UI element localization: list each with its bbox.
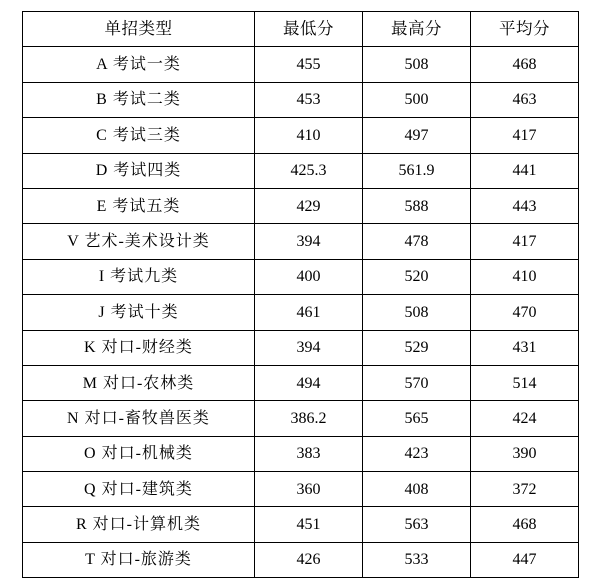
- cell-avg: 424: [471, 401, 579, 436]
- cell-category: T 对口-旅游类: [23, 542, 255, 577]
- table-row: [23, 118, 579, 153]
- cell-avg: 470: [471, 295, 579, 330]
- table-row: [23, 259, 579, 294]
- cell-max: 408: [363, 472, 471, 507]
- column-header-category: 单招类型: [23, 12, 255, 47]
- score-table: [22, 11, 579, 578]
- cell-max: 570: [363, 365, 471, 400]
- table-row: [23, 295, 579, 330]
- cell-min: 453: [255, 82, 363, 117]
- cell-min: 400: [255, 259, 363, 294]
- table-row: [23, 472, 579, 507]
- document-page: [0, 11, 600, 569]
- cell-avg: 390: [471, 436, 579, 471]
- table-row: [23, 82, 579, 117]
- table-header-row: [23, 12, 579, 47]
- cell-category: V 艺术-美术设计类: [23, 224, 255, 259]
- cell-category: C 考试三类: [23, 118, 255, 153]
- cell-avg: 468: [471, 507, 579, 542]
- cell-max: 561.9: [363, 153, 471, 188]
- table-row: [23, 153, 579, 188]
- cell-avg: 417: [471, 224, 579, 259]
- cell-avg: 372: [471, 472, 579, 507]
- table-row: [23, 224, 579, 259]
- cell-max: 423: [363, 436, 471, 471]
- cell-max: 508: [363, 295, 471, 330]
- table-row: [23, 401, 579, 436]
- cell-avg: 468: [471, 47, 579, 82]
- cell-max: 565: [363, 401, 471, 436]
- cell-min: 383: [255, 436, 363, 471]
- cell-min: 494: [255, 365, 363, 400]
- cell-avg: 443: [471, 188, 579, 223]
- table-row: [23, 47, 579, 82]
- cell-category: A 考试一类: [23, 47, 255, 82]
- cell-max: 563: [363, 507, 471, 542]
- cell-min: 461: [255, 295, 363, 330]
- cell-avg: 417: [471, 118, 579, 153]
- cell-min: 394: [255, 224, 363, 259]
- cell-min: 394: [255, 330, 363, 365]
- cell-avg: 447: [471, 542, 579, 577]
- cell-category: I 考试九类: [23, 259, 255, 294]
- table-row: [23, 436, 579, 471]
- cell-min: 429: [255, 188, 363, 223]
- cell-category: J 考试十类: [23, 295, 255, 330]
- cell-max: 478: [363, 224, 471, 259]
- cell-category: M 对口-农林类: [23, 365, 255, 400]
- cell-avg: 463: [471, 82, 579, 117]
- cell-min: 410: [255, 118, 363, 153]
- table-row: [23, 330, 579, 365]
- cell-category: O 对口-机械类: [23, 436, 255, 471]
- table-header: [23, 12, 579, 47]
- cell-category: N 对口-畜牧兽医类: [23, 401, 255, 436]
- cell-min: 425.3: [255, 153, 363, 188]
- cell-max: 500: [363, 82, 471, 117]
- table-row: [23, 507, 579, 542]
- column-header-min: 最低分: [255, 12, 363, 47]
- cell-max: 529: [363, 330, 471, 365]
- cell-avg: 441: [471, 153, 579, 188]
- cell-min: 426: [255, 542, 363, 577]
- table-row: [23, 188, 579, 223]
- cell-category: R 对口-计算机类: [23, 507, 255, 542]
- cell-avg: 514: [471, 365, 579, 400]
- cell-category: B 考试二类: [23, 82, 255, 117]
- cell-max: 508: [363, 47, 471, 82]
- cell-max: 533: [363, 542, 471, 577]
- cell-category: E 考试五类: [23, 188, 255, 223]
- cell-max: 588: [363, 188, 471, 223]
- column-header-max: 最高分: [363, 12, 471, 47]
- cell-min: 455: [255, 47, 363, 82]
- cell-max: 520: [363, 259, 471, 294]
- cell-min: 451: [255, 507, 363, 542]
- table-row: [23, 365, 579, 400]
- column-header-avg: 平均分: [471, 12, 579, 47]
- table-row: [23, 542, 579, 577]
- cell-category: D 考试四类: [23, 153, 255, 188]
- cell-min: 360: [255, 472, 363, 507]
- cell-min: 386.2: [255, 401, 363, 436]
- cell-category: K 对口-财经类: [23, 330, 255, 365]
- cell-max: 497: [363, 118, 471, 153]
- cell-avg: 410: [471, 259, 579, 294]
- cell-avg: 431: [471, 330, 579, 365]
- cell-category: Q 对口-建筑类: [23, 472, 255, 507]
- table-body: [23, 47, 579, 578]
